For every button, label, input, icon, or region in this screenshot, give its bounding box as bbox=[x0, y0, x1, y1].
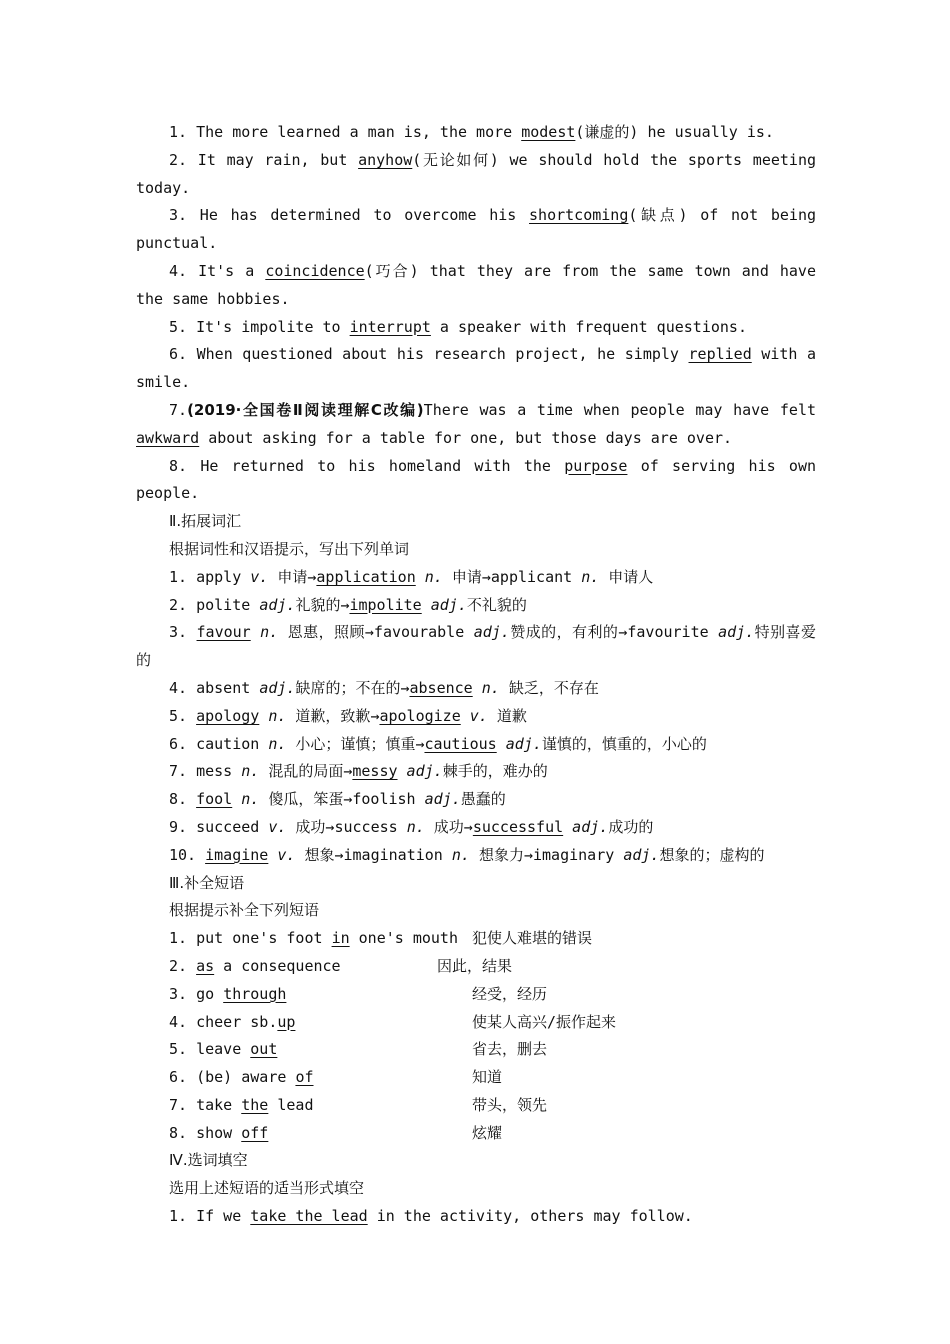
phrase-item-8 bbox=[136, 1120, 816, 1148]
phrase-item-4 bbox=[136, 1009, 816, 1037]
item-number: 8. bbox=[169, 456, 188, 475]
item-number: 6. bbox=[169, 1068, 188, 1087]
section-2-title: Ⅱ.拓展词汇 bbox=[169, 512, 242, 531]
sentence-text: with a smile. bbox=[136, 345, 817, 392]
answer-word: out bbox=[250, 1040, 278, 1059]
part-of-speech: v. bbox=[250, 567, 269, 586]
phrase-meaning: 经受，经历 bbox=[472, 984, 548, 1003]
vocab-item-7 bbox=[136, 758, 816, 786]
meaning-text: 礼貌的→ bbox=[295, 595, 350, 614]
meaning-text: 不礼貌的 bbox=[466, 595, 527, 614]
answer-word: impolite bbox=[349, 595, 422, 614]
word-text: apply bbox=[196, 567, 251, 586]
word-text: mess bbox=[196, 762, 242, 781]
item-number: 2. bbox=[169, 956, 188, 975]
part-of-speech: n. bbox=[250, 623, 279, 642]
part-of-speech: v. bbox=[268, 817, 287, 836]
sentence-text: It's a bbox=[198, 261, 266, 280]
answer-word: apologize bbox=[379, 706, 461, 725]
phrase-meaning: 带头，领先 bbox=[472, 1095, 548, 1114]
meaning-text: 成功的 bbox=[608, 817, 654, 836]
part-of-speech: n. bbox=[259, 706, 287, 725]
vocab-item-5 bbox=[136, 703, 816, 731]
sentence-item-8 bbox=[136, 453, 816, 509]
answer-word: imagine bbox=[205, 845, 269, 864]
item-number: 9. bbox=[169, 817, 188, 836]
answer-word: anyhow bbox=[358, 150, 413, 169]
item-number: 3. bbox=[169, 623, 188, 642]
phrase-text: lead bbox=[268, 1095, 314, 1114]
answer-word: interrupt bbox=[349, 317, 431, 336]
item-number: 1. bbox=[169, 567, 188, 586]
phrase-meaning: 省去，删去 bbox=[472, 1040, 548, 1059]
sentence-text: (无论如何) we should hold the sports meeting today. bbox=[136, 150, 817, 197]
sentence-text: When questioned about his research project, he simply bbox=[196, 345, 689, 364]
sentence-item-3 bbox=[136, 202, 816, 258]
answer-word: awkward bbox=[136, 428, 200, 447]
sentence-text: of serving his own people. bbox=[136, 456, 817, 503]
answer-word: of bbox=[295, 1068, 314, 1087]
part-of-speech: v. bbox=[460, 706, 488, 725]
sentence-item-5 bbox=[136, 314, 816, 342]
answer-word: shortcoming bbox=[529, 206, 629, 225]
meaning-text: 赞成的，有利的→favourite bbox=[509, 623, 719, 642]
part-of-speech: n. bbox=[241, 762, 260, 781]
sentence-text: (巧合) that they are from the same town and have the same hobbies. bbox=[136, 261, 816, 308]
item-number: 6. bbox=[169, 734, 188, 753]
item-number: 5. bbox=[169, 317, 188, 336]
phrase-meaning: 犯使人难堪的错误 bbox=[472, 929, 593, 948]
item-number: 4. bbox=[169, 261, 188, 280]
item-number: 1. bbox=[169, 123, 188, 141]
phrase-meaning: 炫耀 bbox=[472, 1123, 503, 1142]
item-number: 2. bbox=[169, 595, 188, 614]
section-4-instruction: 选用上述短语的适当形式填空 bbox=[169, 1179, 365, 1198]
answer-word: take the lead bbox=[250, 1207, 368, 1226]
sentence-text: He has determined to overcome his bbox=[199, 206, 530, 225]
part-of-speech: adj. bbox=[259, 678, 296, 697]
part-of-speech: n. bbox=[415, 567, 443, 586]
part-of-speech: n. bbox=[451, 845, 470, 864]
answer-word: the bbox=[241, 1095, 269, 1114]
vocab-item-10 bbox=[136, 842, 816, 870]
item-number: 4. bbox=[169, 678, 188, 697]
meaning-text: 想象力→imaginary bbox=[469, 845, 624, 864]
phrase-text: one's mouth bbox=[349, 929, 458, 948]
meaning-text: 恩惠，照顾→favourable bbox=[278, 623, 474, 642]
phrase-text: a consequence bbox=[214, 956, 341, 975]
sentence-text: (缺点) of not being punctual. bbox=[136, 206, 817, 253]
sentence-item-4 bbox=[136, 258, 816, 314]
sentence-item-7 bbox=[136, 397, 816, 453]
sentence-text: in the activity, others may follow. bbox=[367, 1207, 693, 1226]
part-of-speech: n. bbox=[232, 790, 260, 809]
item-number: 3. bbox=[169, 206, 188, 225]
phrase-text: (be) aware bbox=[196, 1068, 296, 1087]
word-text: polite bbox=[196, 595, 260, 614]
meaning-text: 缺乏，不存在 bbox=[499, 678, 599, 697]
section-3-title: Ⅲ.补全短语 bbox=[169, 873, 245, 892]
part-of-speech: n. bbox=[268, 734, 287, 753]
sentence-text: a speaker with frequent questions. bbox=[430, 317, 747, 336]
item-number: 8. bbox=[169, 790, 188, 809]
meaning-text: 小心；谨慎；慎重→ bbox=[286, 734, 425, 753]
section-3-instruction: 根据提示补全下列短语 bbox=[169, 901, 320, 920]
phrase-item-3 bbox=[136, 981, 816, 1009]
answer-word: successful bbox=[472, 817, 564, 836]
vocab-item-1 bbox=[136, 564, 816, 592]
vocab-item-4 bbox=[136, 675, 816, 703]
part-of-speech: adj. bbox=[623, 845, 660, 864]
sentence-text: It's impolite to bbox=[196, 317, 350, 336]
part-of-speech: adj. bbox=[563, 817, 609, 836]
phrase-text: cheer sb. bbox=[196, 1012, 278, 1031]
phrase-item-7 bbox=[136, 1092, 816, 1120]
meaning-text: 想象的；虚构的 bbox=[659, 845, 765, 864]
word-text: caution bbox=[196, 734, 269, 753]
meaning-text: 特别喜爱的 bbox=[136, 623, 816, 670]
meaning-text: 申请人 bbox=[599, 567, 654, 586]
meaning-text: 缺席的；不在的→ bbox=[295, 678, 410, 697]
part-of-speech: adj. bbox=[421, 595, 467, 614]
meaning-text: 道歉 bbox=[487, 706, 527, 725]
sentence-text: (谦虚的) he usually is. bbox=[575, 123, 774, 141]
answer-word: cautious bbox=[424, 734, 497, 753]
phrase-text: leave bbox=[196, 1040, 251, 1059]
meaning-text: 申请→applicant bbox=[442, 567, 582, 586]
part-of-speech: n. bbox=[581, 567, 600, 586]
answer-word: in bbox=[331, 929, 350, 948]
section-2-instruction: 根据词性和汉语提示，写出下列单词 bbox=[169, 539, 410, 558]
meaning-text: 棘手的，难办的 bbox=[442, 762, 548, 781]
item-number: 5. bbox=[169, 1040, 188, 1059]
item-number: 5. bbox=[169, 706, 188, 725]
sentence-text: It may rain, but bbox=[197, 150, 359, 169]
item-number: 2. bbox=[169, 150, 188, 169]
answer-word: apology bbox=[196, 706, 260, 725]
phrase-text: show bbox=[196, 1123, 242, 1142]
meaning-text: 申请→ bbox=[268, 567, 317, 586]
answer-word: through bbox=[223, 984, 287, 1003]
part-of-speech: adj. bbox=[397, 762, 443, 781]
answer-word: replied bbox=[688, 345, 752, 364]
meaning-text: 成功→ bbox=[424, 817, 473, 836]
sentence-item-2 bbox=[136, 147, 816, 203]
meaning-text: 愚蠢的 bbox=[460, 790, 506, 809]
item-number: 4. bbox=[169, 1012, 188, 1031]
sentence-text: about asking for a table for one, but those days are over. bbox=[199, 428, 733, 447]
sentence-item-6 bbox=[136, 341, 816, 397]
phrase-meaning: 因此，结果 bbox=[437, 956, 513, 975]
phrase-text: go bbox=[196, 984, 224, 1003]
vocab-item-6 bbox=[136, 731, 816, 759]
item-number: 3. bbox=[169, 984, 188, 1003]
word-text: succeed bbox=[196, 817, 269, 836]
answer-word: off bbox=[241, 1123, 269, 1142]
answer-word: up bbox=[277, 1012, 296, 1031]
item-number: 7. bbox=[169, 1095, 188, 1114]
item-number: 10. bbox=[169, 845, 197, 864]
vocab-item-8 bbox=[136, 786, 816, 814]
source-note: (2019·全国卷Ⅱ阅读理解C改编) bbox=[187, 400, 424, 419]
part-of-speech: adj. bbox=[473, 623, 510, 642]
item-number: 1. bbox=[169, 929, 188, 948]
part-of-speech: adj. bbox=[259, 595, 296, 614]
phrase-item-5 bbox=[136, 1036, 816, 1064]
answer-word: coincidence bbox=[265, 261, 365, 280]
vocab-item-3 bbox=[136, 619, 816, 675]
item-number: 1. bbox=[169, 1207, 188, 1226]
phrase-meaning: 知道 bbox=[472, 1068, 503, 1087]
part-of-speech: v. bbox=[268, 845, 296, 864]
item-number: 7. bbox=[169, 762, 188, 781]
phrase-item-6 bbox=[136, 1064, 816, 1092]
sentence-text: He returned to his homeland with the bbox=[200, 456, 565, 475]
part-of-speech: adj. bbox=[718, 623, 755, 642]
answer-word: favour bbox=[196, 623, 251, 642]
sentence-text: The more learned a man is, the more bbox=[196, 123, 522, 141]
answer-word: application bbox=[316, 567, 416, 586]
section-4-title: Ⅳ.选词填空 bbox=[169, 1151, 248, 1170]
item-number: 8. bbox=[169, 1123, 188, 1142]
vocab-item-9 bbox=[136, 814, 816, 842]
answer-word: purpose bbox=[564, 456, 628, 475]
meaning-text: 道歉，致歉→ bbox=[286, 706, 380, 725]
item-number: 6. bbox=[169, 345, 188, 364]
word-text: absent bbox=[196, 678, 260, 697]
meaning-text: 成功→success bbox=[286, 817, 407, 836]
sentence-text: There was a time when people may have felt bbox=[423, 400, 817, 419]
answer-word: modest bbox=[521, 123, 576, 141]
meaning-text: 谨慎的，慎重的，小心的 bbox=[541, 734, 707, 753]
meaning-text: 想象→imagination bbox=[295, 845, 452, 864]
fill-item-1 bbox=[136, 1203, 816, 1231]
phrase-item-1 bbox=[136, 925, 816, 953]
phrase-text: take bbox=[196, 1095, 242, 1114]
phrase-meaning: 使某人高兴/振作起来 bbox=[472, 1012, 617, 1031]
sentence-text: If we bbox=[196, 1207, 251, 1226]
part-of-speech: adj. bbox=[496, 734, 542, 753]
vocab-item-2 bbox=[136, 592, 816, 620]
phrase-text: put one's foot bbox=[196, 929, 332, 948]
sentence-item-1 bbox=[136, 119, 816, 147]
part-of-speech: n. bbox=[472, 678, 500, 697]
answer-word: absence bbox=[409, 678, 473, 697]
part-of-speech: n. bbox=[406, 817, 425, 836]
item-number: 7. bbox=[169, 400, 188, 419]
meaning-text: 傻瓜，笨蛋→foolish bbox=[259, 790, 425, 809]
answer-word: fool bbox=[196, 790, 233, 809]
meaning-text: 混乱的局面→ bbox=[259, 762, 353, 781]
exercise-content bbox=[136, 119, 816, 1231]
answer-word: messy bbox=[352, 762, 398, 781]
phrase-item-2 bbox=[136, 953, 816, 981]
part-of-speech: adj. bbox=[424, 790, 461, 809]
answer-word: as bbox=[196, 956, 215, 975]
